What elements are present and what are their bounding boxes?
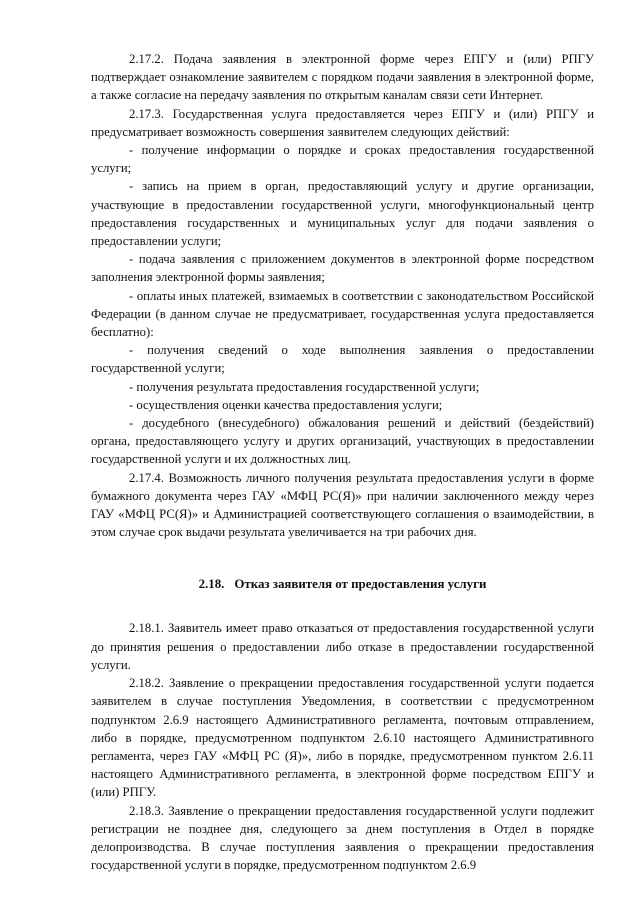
paragraph-2-17-4: 2.17.4. Возможность личного получения результата предоставления услуги в форме бумажного документа через ГАУ «МФЦ РС(Я)» при наличии заключенного между через ГАУ «МФЦ РС(Я)» и Администрацией соответствующего соглашения о взаимодействии, в этом случае срок выдачи результата увеличивается на три рабочих дня. [91, 470, 594, 540]
list-item-status: - получения сведений о ходе выполнения заявления о предоставлении государственной услуги; [91, 343, 594, 376]
section-heading-title: Отказ заявителя от предоставления услуги [234, 577, 487, 592]
list-item-submission: - подача заявления с приложением документов в электронной форме посредством заполнения электронной формы заявления; [91, 252, 594, 285]
list-item-information: - получение информации о порядке и сроках предоставления государственной услуги; [91, 143, 594, 176]
paragraph-2-17-2: 2.17.2. Подача заявления в электронной форме через ЕПГУ и (или) РПГУ подтверждает ознакомление заявителем с порядком подачи заявления в электронной форме, а также согласие на передачу заявления по открытым каналам связи сети Интернет. [91, 52, 594, 103]
paragraph-2-18-2: 2.18.2. Заявление о прекращении предоставления государственной услуги подается заявителем в случае поступления Уведомления, в соответствии с предусмотренном подпунктом 2.6.9 настоящего Административного регламента, почтовым отправлением, либо в порядке, предусмотренном подпунктом 2.6.10 настоящего Административного регламента, через ГАУ «МФЦ РС (Я)», либо в порядке, предусмотренном пунктом 2.6.11 настоящего Административного регламента, в электронной форме посредством ЕПГУ и (или) РПГУ. [91, 676, 594, 800]
list-item-appointment: - запись на прием в орган, предоставляющий услугу и другие организации, участвующие в предоставлении государственной услуги, многофункциональный центр предоставления государственных и муниципальных услуг для подачи заявления о предоставлении услуги; [91, 179, 594, 249]
list-item-rating: - осуществления оценки качества предоставления услуги; [129, 397, 443, 412]
list-item-result: - получения результата предоставления государственной услуги; [129, 379, 480, 394]
paragraph-2-18-3: 2.18.3. Заявление о прекращении предоставления государственной услуги подлежит регистрации не позднее дня, следующего за днем поступления в Отдел в порядке делопроизводства. В случае поступления заявления о прекращении предоставления государственной услуги в порядке, предусмотренном подпунктом 2.6.9 [91, 803, 594, 873]
section-heading [91, 575, 594, 593]
section-heading-number: 2.18. [198, 577, 225, 592]
section-spacer [91, 593, 594, 619]
paragraph-2-17-3: 2.17.3. Государственная услуга предоставляется через ЕПГУ и (или) РПГУ и предусматривает возможность совершения заявителем следующих действий: [91, 106, 594, 139]
list-item-payments: - оплаты иных платежей, взимаемых в соответствии с законодательством Российской Федерации (в данном случае не предусматривает, государственная услуга предоставляется бесплатно): [91, 288, 594, 340]
paragraph-2-18-1: 2.18.1. Заявитель имеет право отказаться от предоставления государственной услуги до принятия решения о предоставлении либо отказе в предоставлении государственной услуги. [91, 621, 594, 672]
list-item-appeal: - досудебного (внесудебного) обжалования решений и действий (бездействий) органа, предоставляющего услугу и других организаций, участвующих в предоставлении государственной услуги и их должностных лиц. [91, 416, 594, 467]
section-spacer [91, 541, 594, 575]
